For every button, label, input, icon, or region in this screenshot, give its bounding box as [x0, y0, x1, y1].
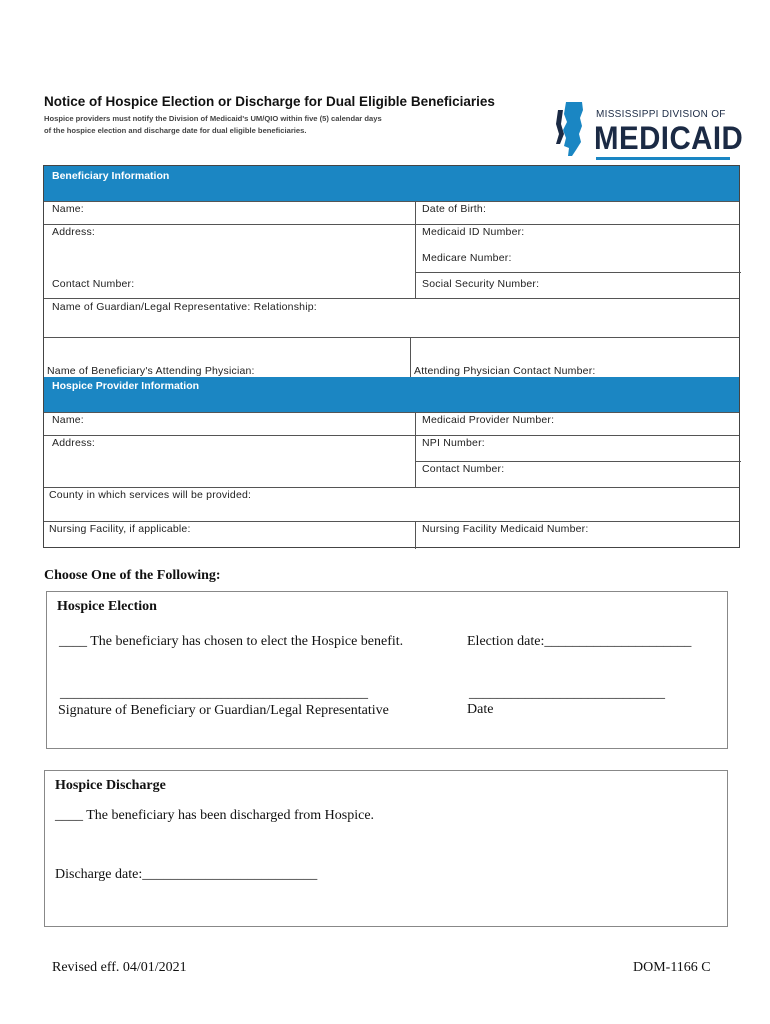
provider-npi-field[interactable]: NPI Number:	[422, 437, 485, 449]
beneficiary-section-header: Beneficiary Information	[44, 166, 739, 201]
divider	[415, 412, 416, 487]
provider-contact-field[interactable]: Contact Number:	[422, 463, 505, 475]
physician-contact-field[interactable]: Attending Physician Contact Number:	[414, 365, 596, 377]
beneficiary-contact-field[interactable]: Contact Number:	[52, 278, 135, 290]
discharge-date-field[interactable]: Discharge date:_________________________	[55, 867, 318, 882]
divider	[44, 435, 739, 436]
discharge-checkbox-statement[interactable]: ____ The beneficiary has been discharged from Hospice.	[55, 808, 375, 823]
divider	[44, 337, 739, 338]
divider	[415, 272, 741, 273]
election-checkbox-statement[interactable]: ____ The beneficiary has chosen to elect the Hospice benefit.	[59, 634, 404, 649]
information-form	[43, 165, 740, 548]
guardian-field[interactable]: Name of Guardian/Legal Representative: Relationship:	[52, 301, 317, 313]
provider-address-field[interactable]: Address:	[52, 437, 96, 449]
beneficiary-medicare-field[interactable]: Medicare Number:	[422, 252, 512, 264]
divider	[44, 412, 739, 413]
divider	[415, 521, 416, 549]
form-title: Notice of Hospice Election or Discharge for Dual Eligible Beneficiaries	[44, 94, 495, 109]
divider	[415, 201, 416, 298]
divider	[410, 337, 411, 377]
signature-line[interactable]: ____________________________________________	[60, 686, 368, 701]
revision-date: Revised eff. 04/01/2021	[52, 960, 187, 975]
signature-label: Signature of Beneficiary or Guardian/Legal Representative	[58, 703, 389, 718]
election-title: Hospice Election	[57, 599, 157, 614]
divider	[415, 461, 741, 462]
beneficiary-address-field[interactable]: Address:	[52, 226, 96, 238]
provider-section-header: Hospice Provider Information	[44, 377, 739, 412]
logo-text-top: MISSISSIPPI DIVISION OF	[596, 109, 726, 120]
election-date-field[interactable]: Election date:_____________________	[467, 634, 692, 649]
provider-medicaid-field[interactable]: Medicaid Provider Number:	[422, 414, 555, 426]
divider	[44, 521, 739, 522]
beneficiary-ssn-field[interactable]: Social Security Number:	[422, 278, 540, 290]
form-code: DOM-1166 C	[633, 960, 711, 975]
divider	[44, 487, 739, 488]
provider-name-field[interactable]: Name:	[52, 414, 84, 426]
instructions-line-1: Hospice providers must notify the Division of Medicaid's UM/QIO within five (5) calendar days	[44, 114, 382, 123]
logo-text-medicaid: MEDICAID	[594, 120, 744, 156]
divider	[44, 298, 739, 299]
county-field[interactable]: County in which services will be provided:	[49, 489, 252, 501]
logo-underline	[596, 157, 730, 160]
physician-field[interactable]: Name of Beneficiary's Attending Physician:	[47, 365, 255, 377]
divider	[44, 201, 739, 202]
nursing-facility-medicaid-field[interactable]: Nursing Facility Medicaid Number:	[422, 523, 589, 535]
nursing-facility-field[interactable]: Nursing Facility, if applicable:	[49, 523, 191, 535]
discharge-title: Hospice Discharge	[55, 778, 166, 793]
beneficiary-dob-field[interactable]: Date of Birth:	[422, 203, 487, 215]
signature-date-line[interactable]: ____________________________	[469, 686, 665, 701]
instructions-line-2: of the hospice election and discharge date for dual eligible beneficiaries.	[44, 126, 307, 135]
beneficiary-name-field[interactable]: Name:	[52, 203, 84, 215]
form-instructions	[44, 113, 424, 137]
signature-date-label: Date	[467, 702, 494, 717]
choose-heading: Choose One of the Following:	[44, 568, 221, 583]
beneficiary-medicaid-id-field[interactable]: Medicaid ID Number:	[422, 226, 525, 238]
divider	[44, 224, 739, 225]
